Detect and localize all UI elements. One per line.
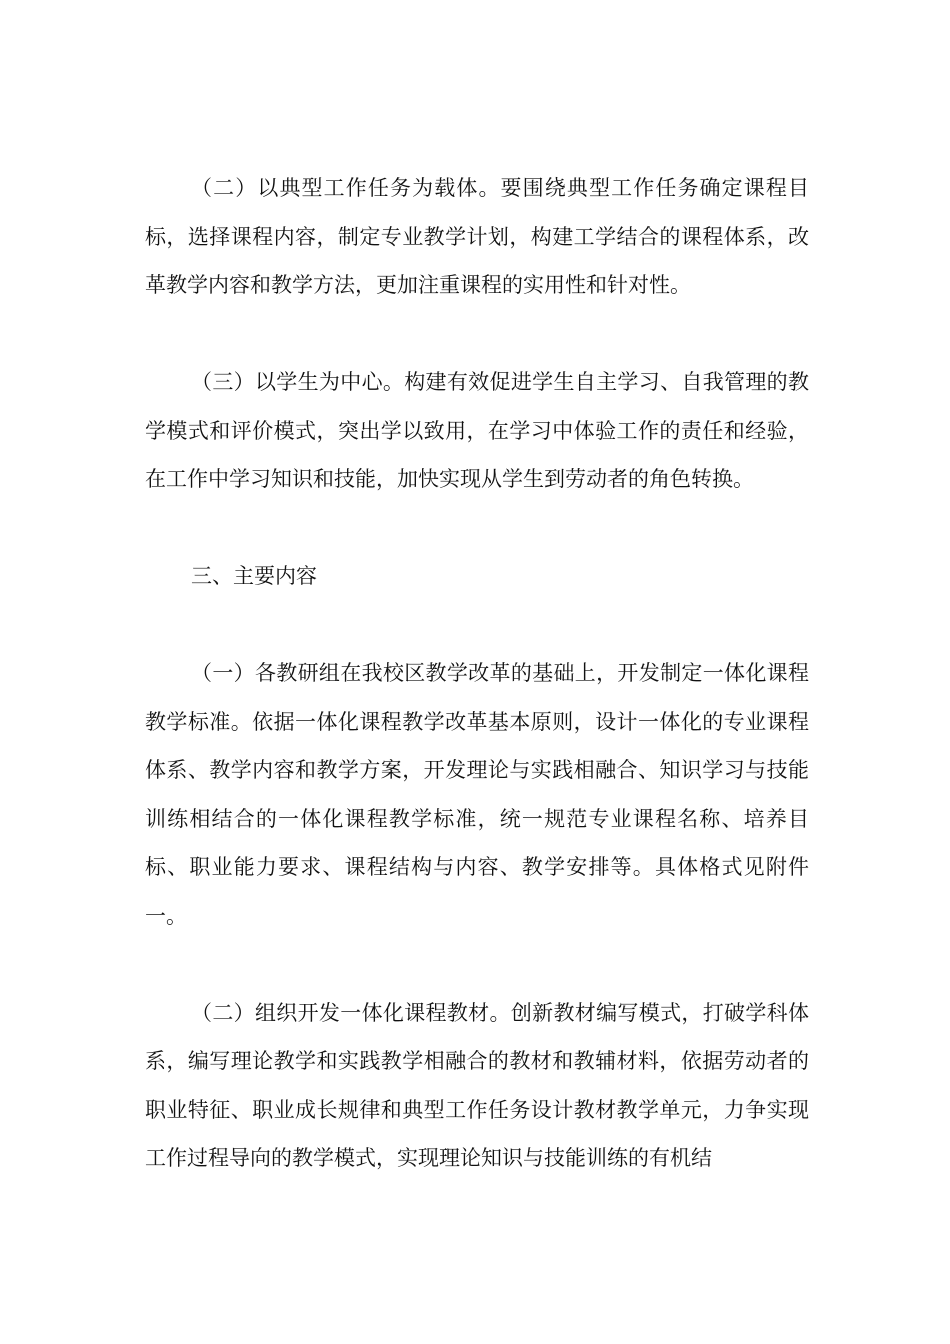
paragraph-spacer (145, 601, 809, 650)
paragraph-spacer (145, 940, 809, 989)
paragraph-student-centered: （三）以学生为中心。构建有效促进学生自主学习、自我管理的教学模式和评价模式，突出学以致用，在学习中体验工作的责任和经验，在工作中学习知识和技能，加快实现从学生到劳动者的角色转换。 (145, 370, 809, 491)
paragraph-teaching-standards: （一）各教研组在我校区教学改革的基础上，开发制定一体化课程教学标准。依据一体化课程教学改革基本原则，设计一体化的专业课程体系、教学内容和教学方案，开发理论与实践相融合、知识学习与技能训练相结合的一体化课程教学标准，统一规范专业课程名称、培养目标、职业能力要求、课程结构与内容、教学安排等。具体格式见附件一。 (145, 661, 809, 928)
section-heading: 三、主要内容 (191, 564, 317, 588)
paragraph-spacer (145, 310, 809, 359)
document-body (145, 164, 809, 1183)
paragraph-course-materials: （二）组织开发一体化课程教材。创新教材编写模式，打破学科体系，编写理论教学和实践教学相融合的教材和教辅材料，依据劳动者的职业特征、职业成长规律和典型工作任务设计教材教学单元，力争实现工作过程导向的教学模式，实现理论知识与技能训练的有机结 (145, 1000, 809, 1170)
paragraph-spacer (145, 504, 809, 553)
paragraph-typical-tasks: （二）以典型工作任务为载体。要围绕典型工作任务确定课程目标，选择课程内容，制定专业教学计划，构建工学结合的课程体系，改革教学内容和教学方法，更加注重课程的实用性和针对性。 (145, 176, 809, 297)
